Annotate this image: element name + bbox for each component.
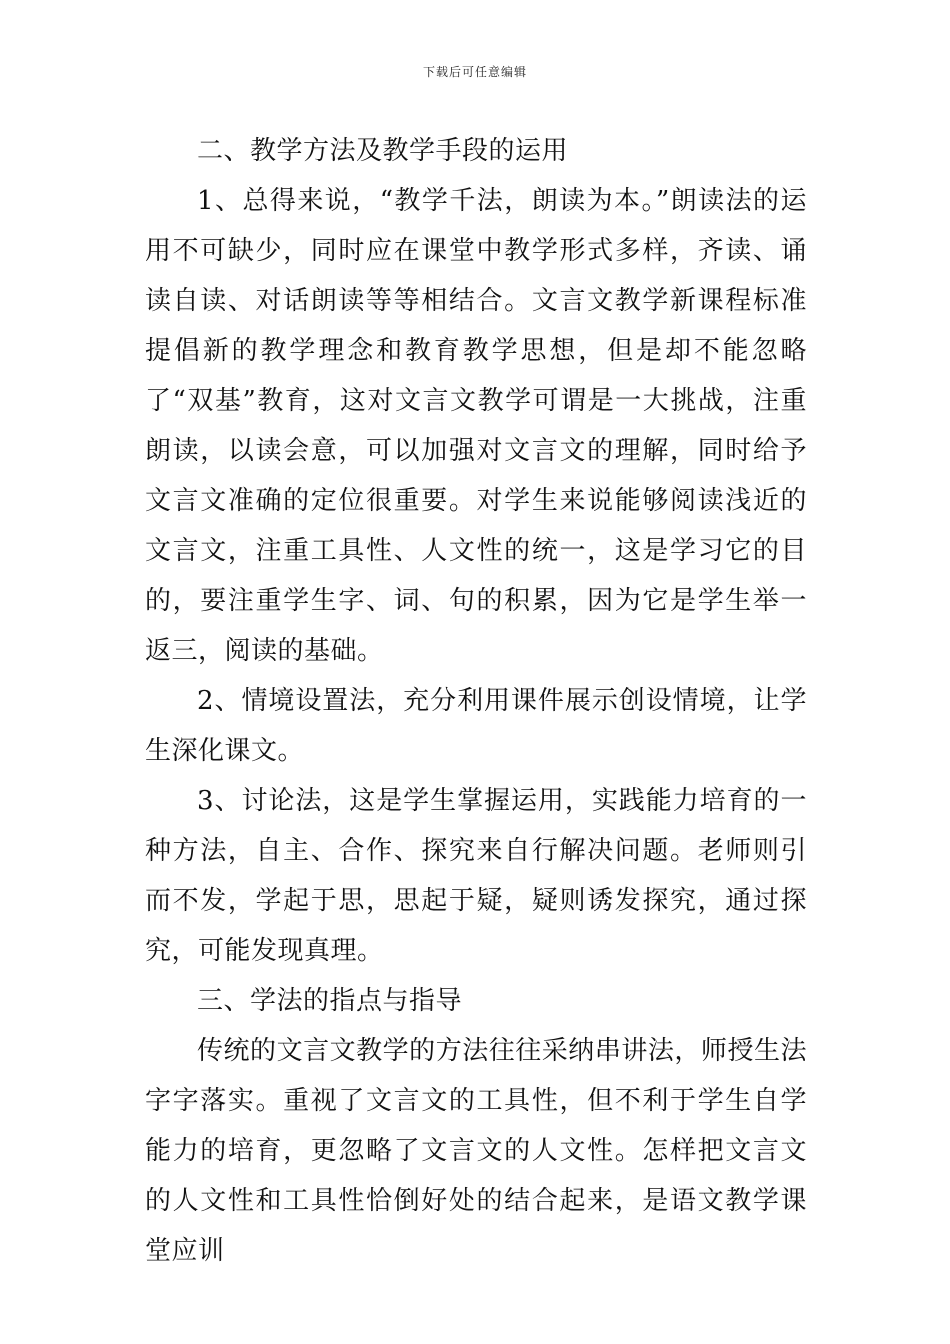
paragraph-discussion-method: 3、讨论法，这是学生掌握运用，实践能力培育的一种方法，自主、合作、探究来自行解决问题。老师则引而不发，学起于思，思起于疑，疑则诱发探究，通过探究，可能发现真理。 xyxy=(145,786,807,966)
paragraph-situation-method: 2、情境设置法，充分利用课件展示创设情境，让学生深化课文。 xyxy=(145,686,807,766)
section-heading-learning-guidance: 三、学法的指点与指导 xyxy=(197,986,463,1016)
page-header: 下载后可任意编辑 xyxy=(422,65,527,79)
document-body xyxy=(145,126,807,1276)
paragraph-reading-method: 1、总得来说，“教学千法，朗读为本。”朗读法的运用不可缺少，同时应在课堂中教学形式多样，齐读、诵读自读、对话朗读等等相结合。文言文教学新课程标准提倡新的教学理念和教育教学思想，但是却不能忽略了“双基”教育，这对文言文教学可谓是一大挑战，注重朗读，以读会意，可以加强对文言文的理解，同时给予文言文准确的定位很重要。对学生来说能够阅读浅近的文言文，注重工具性、人文性的统一，这是学习它的目的，要注重学生字、词、句的积累，因为它是学生举一返三，阅读的基础。 xyxy=(145,186,807,666)
paragraph-traditional-teaching: 传统的文言文教学的方法往往采纳串讲法，师授生法字字落实。重视了文言文的工具性，但不利于学生自学能力的培育，更忽略了文言文的人文性。怎样把文言文的人文性和工具性恰倒好处的结合起来，是语文教学课堂应训 xyxy=(145,1036,807,1266)
section-heading-teaching-methods: 二、教学方法及教学手段的运用 xyxy=(197,136,569,166)
